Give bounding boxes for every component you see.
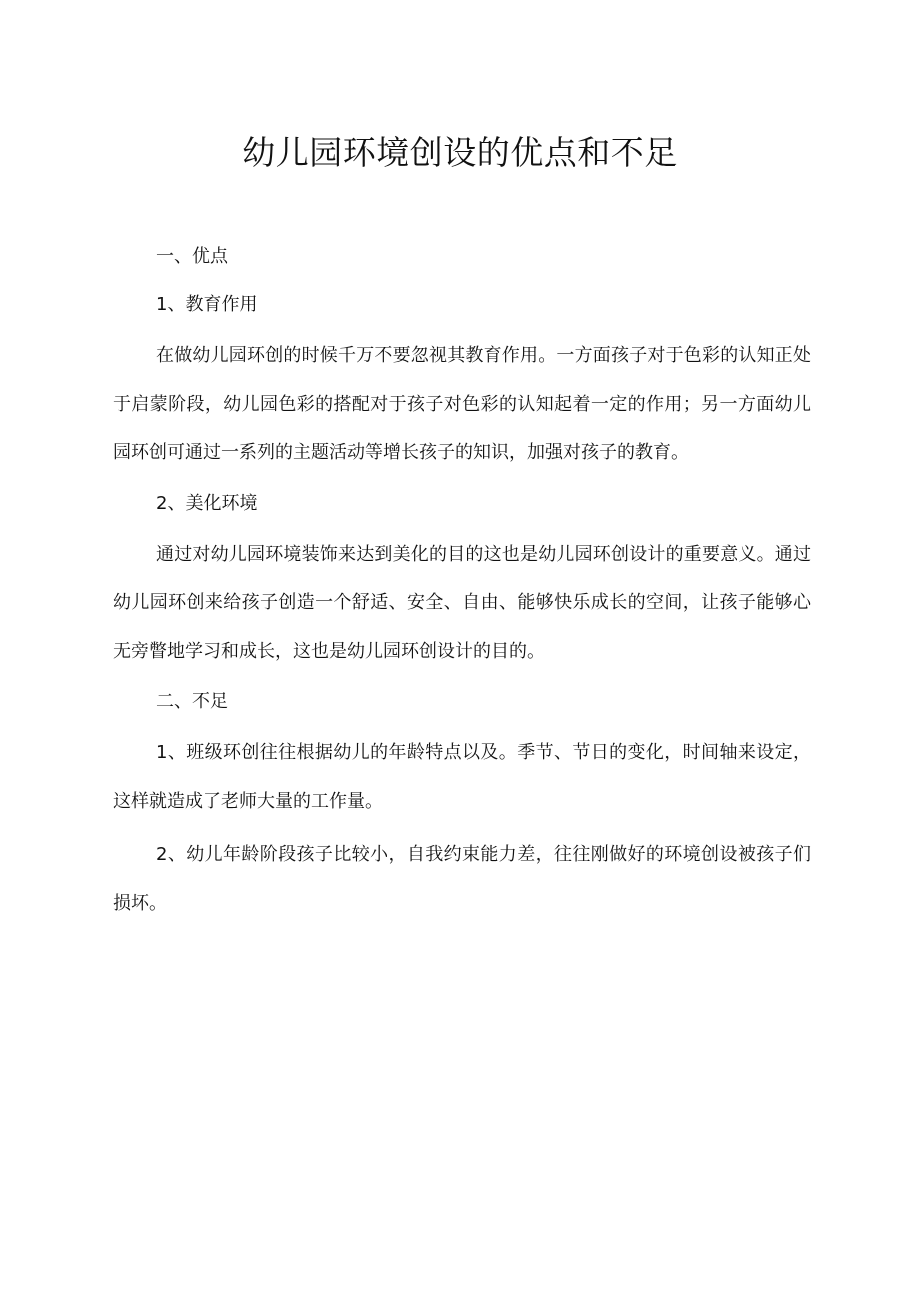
paragraph-shortcoming-2: 2、幼儿年龄阶段孩子比较小，自我约束能力差，往往刚做好的环境创设被孩子们损坏。	[113, 844, 811, 914]
subheading-education: 1、教育作用	[156, 294, 258, 315]
paragraph-shortcoming-1: 1、班级环创往往根据幼儿的年龄特点以及。季节、节日的变化，时间轴来设定，这样就造成了老师大量的工作量。	[113, 742, 811, 812]
subheading-beautify: 2、美化环境	[156, 492, 258, 514]
document-title: 幼儿园环境创设的优点和不足	[242, 133, 678, 172]
section-heading-shortcomings: 二、不足	[156, 691, 228, 712]
document-body	[113, 236, 811, 933]
paragraph-education: 在做幼儿园环创的时候千万不要忽视其教育作用。一方面孩子对于色彩的认知正处于启蒙阶段，幼儿园色彩的搭配对于孩子对色彩的认知起着一定的作用；另一方面幼儿园环创可通过一系列的主题活动等增长孩子的知识，加强对孩子的教育。	[113, 345, 811, 463]
section-heading-advantages: 一、优点	[156, 246, 228, 267]
paragraph-beautify: 通过对幼儿园环境装饰来达到美化的目的这也是幼儿园环创设计的重要意义。通过幼儿园环创来给孩子创造一个舒适、安全、自由、能够快乐成长的空间，让孩子能够心无旁瞥地学习和成长，这也是幼儿园环创设计的目的。	[113, 543, 811, 662]
